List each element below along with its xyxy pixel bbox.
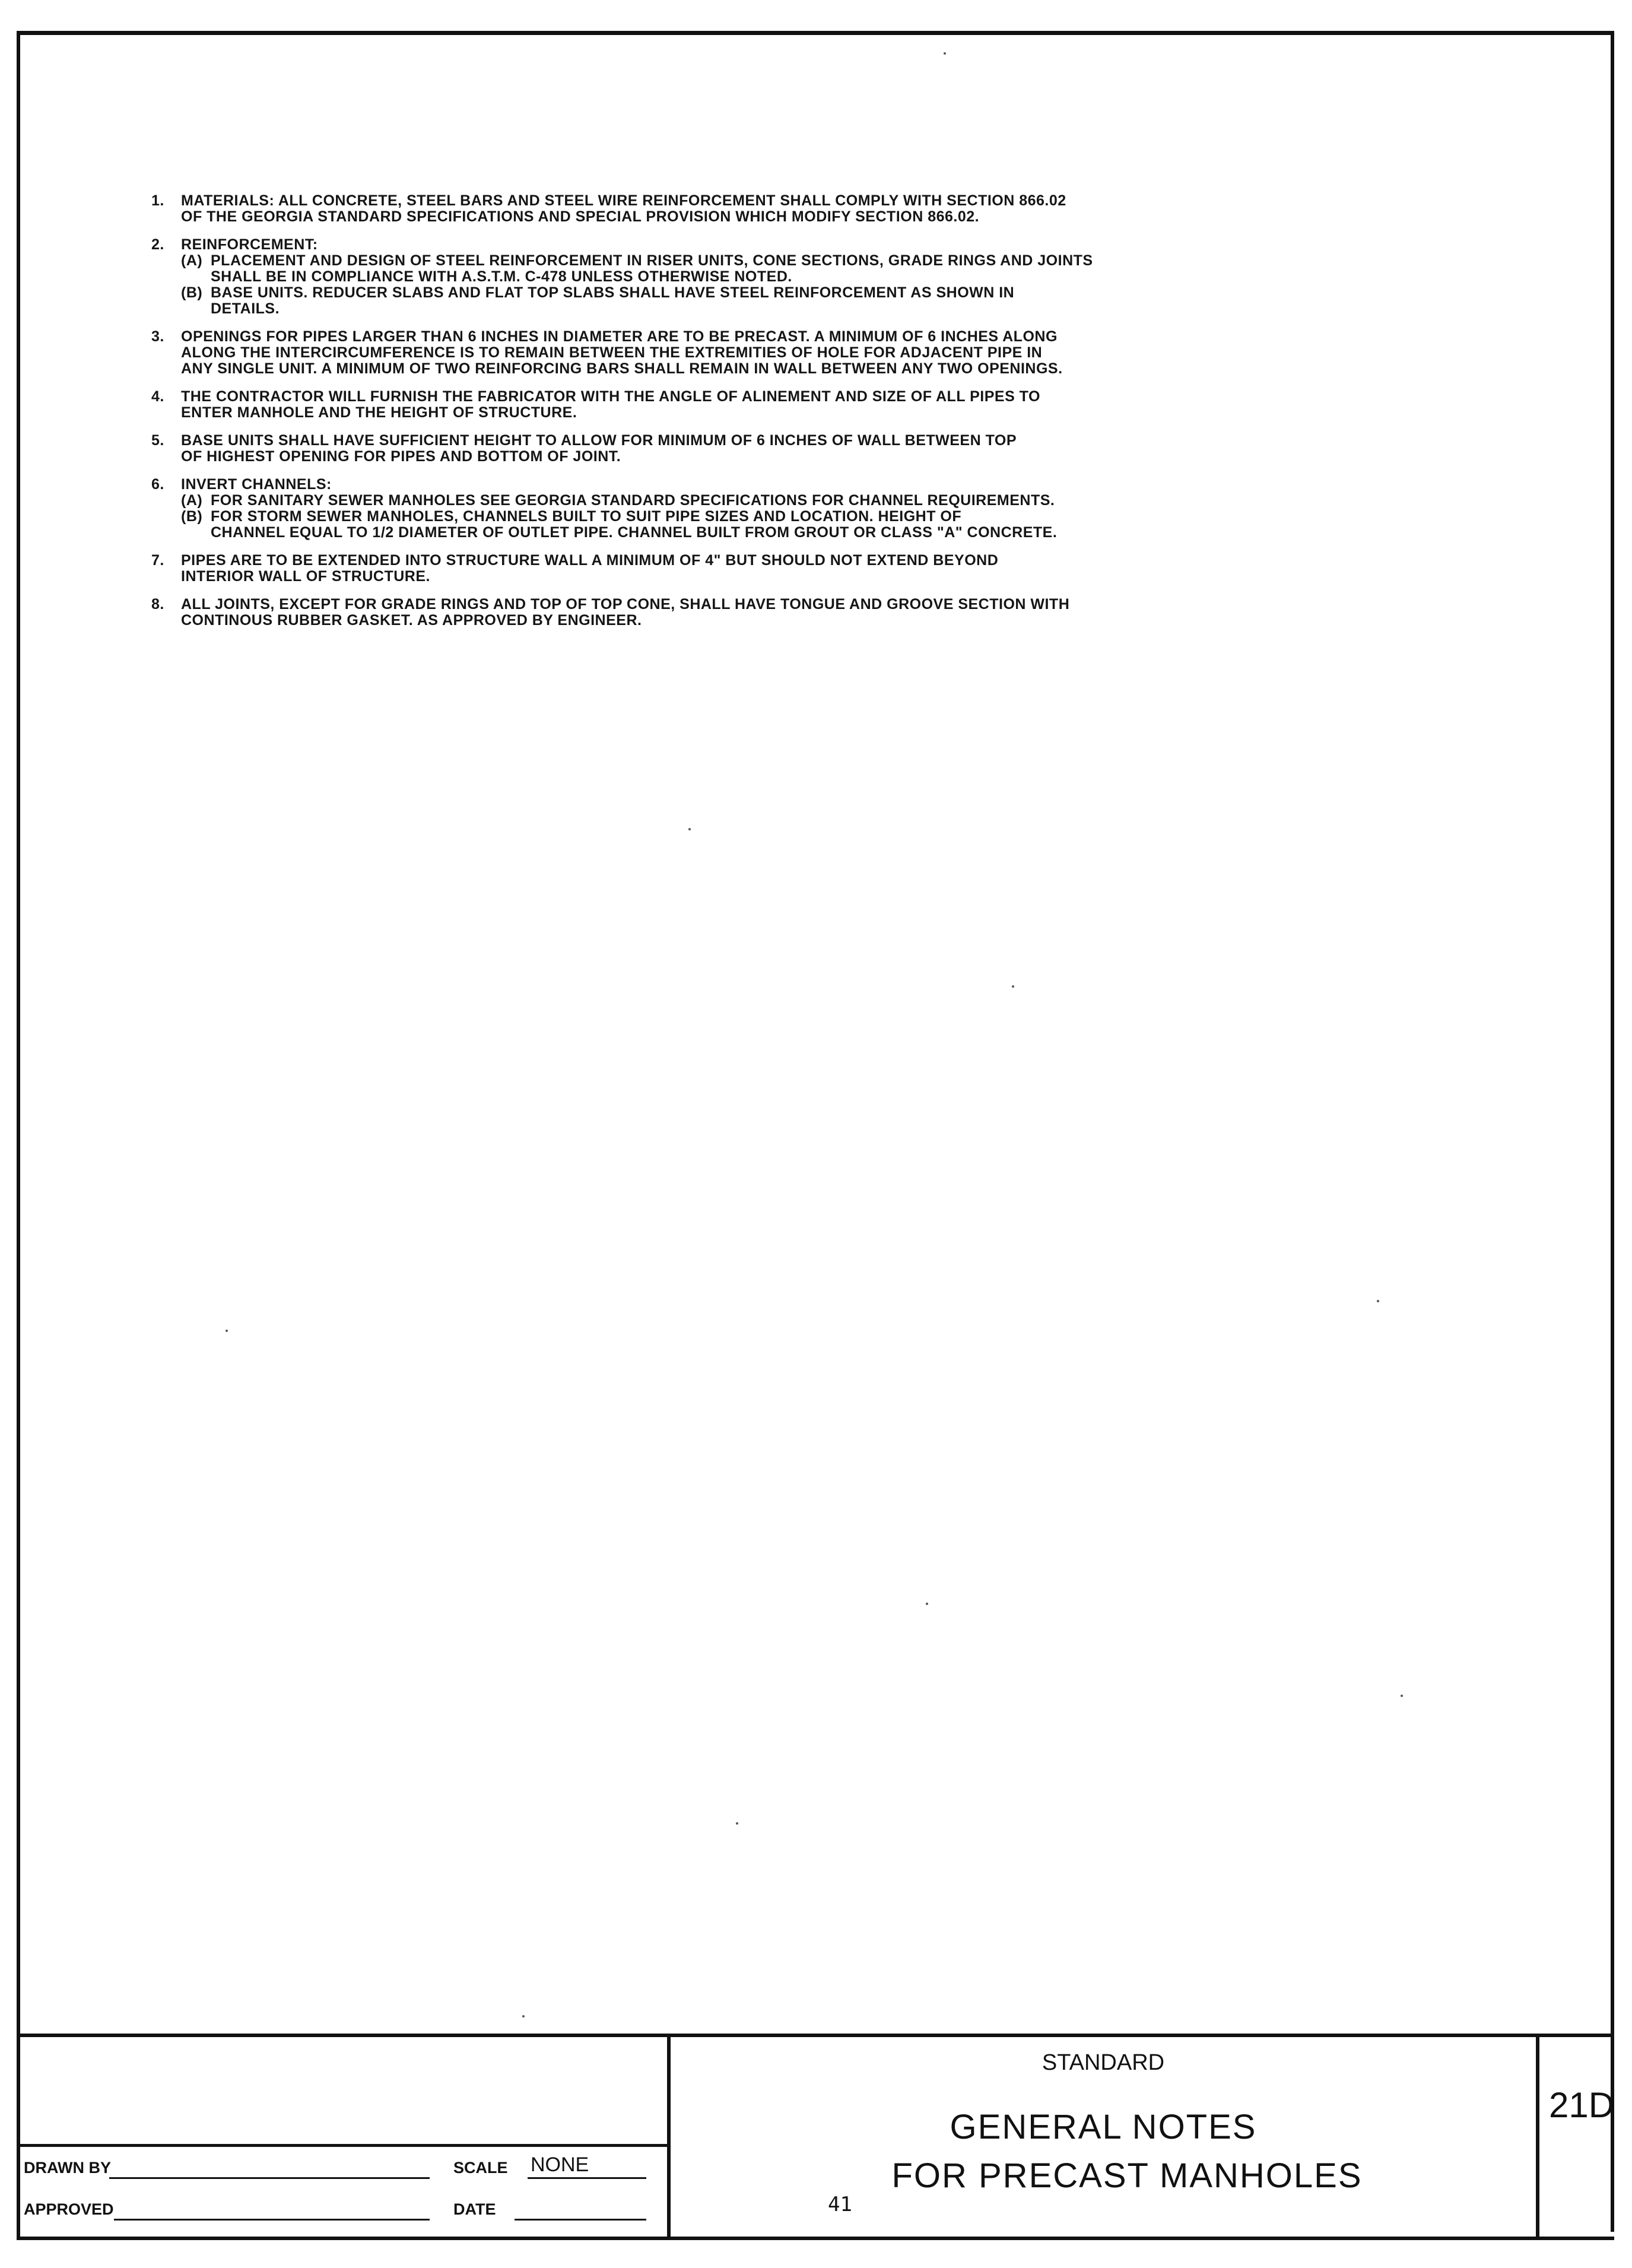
general-note <box>151 477 1350 541</box>
subitem-text-line: DETAILS. <box>211 300 280 317</box>
subitem-label: (A) <box>181 492 203 509</box>
scan-speck <box>688 828 691 830</box>
note-text-line: INVERT CHANNELS: <box>181 476 332 493</box>
scan-speck <box>1012 985 1014 988</box>
note-subitem <box>181 253 1350 285</box>
approved-label: APPROVED <box>24 2200 114 2218</box>
subitem-label: (B) <box>181 284 203 301</box>
subitem-text-line: CHANNEL EQUAL TO 1/2 DIAMETER OF OUTLET PIPE. CHANNEL BUILT FROM GROUT OR CLASS "A" CONCRETE. <box>211 524 1058 541</box>
note-text-line: PIPES ARE TO BE EXTENDED INTO STRUCTURE WALL A MINIMUM OF 4" BUT SHOULD NOT EXTEND BEYOND <box>181 552 999 569</box>
page-number: 41 <box>828 2193 852 2216</box>
note-number: 2. <box>151 236 164 253</box>
scan-speck <box>1377 1300 1379 1302</box>
note-text-line: INTERIOR WALL OF STRUCTURE. <box>181 568 430 585</box>
note-number: 5. <box>151 432 164 449</box>
note-number: 1. <box>151 192 164 209</box>
scale-blank-line <box>528 2177 646 2179</box>
note-number: 3. <box>151 328 164 345</box>
general-note <box>151 433 1350 465</box>
note-number: 4. <box>151 388 164 405</box>
subitem-label: (A) <box>181 252 203 269</box>
subitem-text-line: FOR SANITARY SEWER MANHOLES SEE GEORGIA STANDARD SPECIFICATIONS FOR CHANNEL REQUIREMENTS. <box>211 492 1055 509</box>
scale-label: SCALE <box>453 2159 508 2177</box>
scale-value: NONE <box>531 2153 589 2176</box>
title-block-title-panel <box>671 2037 1539 2237</box>
general-note <box>151 329 1350 377</box>
note-text-line: ALONG THE INTERCIRCUMFERENCE IS TO REMAIN BETWEEN THE EXTREMITIES OF HOLE FOR ADJACENT PIPE IN <box>181 344 1043 361</box>
note-text-line: MATERIALS: ALL CONCRETE, STEEL BARS AND STEEL WIRE REINFORCEMENT SHALL COMPLY WITH SECTION 866.02 <box>181 192 1066 209</box>
drawn-by-blank-line <box>109 2177 430 2179</box>
note-subitem <box>181 493 1350 509</box>
drawing-title-line2: FOR PRECAST MANHOLES <box>891 2156 1363 2195</box>
drawing-title-line1: GENERAL NOTES <box>950 2108 1257 2146</box>
drawn-by-label: DRAWN BY <box>24 2159 111 2177</box>
note-text-line: OF THE GEORGIA STANDARD SPECIFICATIONS AND SPECIAL PROVISION WHICH MODIFY SECTION 866.02. <box>181 208 980 225</box>
note-number: 7. <box>151 552 164 569</box>
sheet-number: 21D <box>1549 2085 1615 2125</box>
title-block-signature-panel <box>17 2037 671 2237</box>
subitem-text-line: BASE UNITS. REDUCER SLABS AND FLAT TOP SLABS SHALL HAVE STEEL REINFORCEMENT AS SHOWN IN <box>211 284 1015 301</box>
scan-speck <box>736 1822 738 1825</box>
title-block-divider <box>20 2144 667 2147</box>
note-number: 6. <box>151 476 164 493</box>
general-note <box>151 553 1350 585</box>
note-text-line: ALL JOINTS, EXCEPT FOR GRADE RINGS AND TOP OF TOP CONE, SHALL HAVE TONGUE AND GROOVE SECTION WITH <box>181 596 1070 613</box>
note-text-line: CONTINOUS RUBBER GASKET. AS APPROVED BY ENGINEER. <box>181 612 642 629</box>
subitem-label: (B) <box>181 508 203 525</box>
note-subitem <box>181 509 1350 541</box>
note-text-line: OPENINGS FOR PIPES LARGER THAN 6 INCHES IN DIAMETER ARE TO BE PRECAST. A MINIMUM OF 6 INCHES ALONG <box>181 328 1058 345</box>
general-note <box>151 237 1350 317</box>
note-text-line: REINFORCEMENT: <box>181 236 318 253</box>
note-subitem <box>181 285 1350 317</box>
note-text-line: BASE UNITS SHALL HAVE SUFFICIENT HEIGHT TO ALLOW FOR MINIMUM OF 6 INCHES OF WALL BETWEEN TOP <box>181 432 1017 449</box>
note-number: 8. <box>151 596 164 613</box>
subitem-text-line: FOR STORM SEWER MANHOLES, CHANNELS BUILT TO SUIT PIPE SIZES AND LOCATION. HEIGHT OF <box>211 508 962 525</box>
note-text-line: OF HIGHEST OPENING FOR PIPES AND BOTTOM OF JOINT. <box>181 448 621 465</box>
scan-speck <box>522 2015 525 2018</box>
date-blank-line <box>515 2219 646 2221</box>
general-note <box>151 597 1350 629</box>
general-note <box>151 389 1350 421</box>
note-text-line: ENTER MANHOLE AND THE HEIGHT OF STRUCTURE. <box>181 404 577 421</box>
date-label: DATE <box>453 2200 496 2218</box>
approved-blank-line <box>114 2219 430 2221</box>
scan-speck <box>1401 1695 1403 1697</box>
general-note <box>151 193 1350 225</box>
scan-speck <box>944 52 946 55</box>
subitem-text-line: PLACEMENT AND DESIGN OF STEEL REINFORCEMENT IN RISER UNITS, CONE SECTIONS, GRADE RINGS AND JOINTS <box>211 252 1093 269</box>
scan-speck <box>926 1603 928 1605</box>
standard-label: STANDARD <box>1042 2050 1165 2075</box>
title-block <box>17 2034 1614 2240</box>
general-notes-list <box>151 193 1350 640</box>
subitem-text-line: SHALL BE IN COMPLIANCE WITH A.S.T.M. C-478 UNLESS OTHERWISE NOTED. <box>211 268 792 285</box>
scan-speck <box>226 1330 228 1332</box>
note-text-line: THE CONTRACTOR WILL FURNISH THE FABRICATOR WITH THE ANGLE OF ALINEMENT AND SIZE OF ALL PIPES TO <box>181 388 1040 405</box>
note-text-line: ANY SINGLE UNIT. A MINIMUM OF TWO REINFORCING BARS SHALL REMAIN IN WALL BETWEEN ANY TWO OPENINGS. <box>181 360 1063 377</box>
